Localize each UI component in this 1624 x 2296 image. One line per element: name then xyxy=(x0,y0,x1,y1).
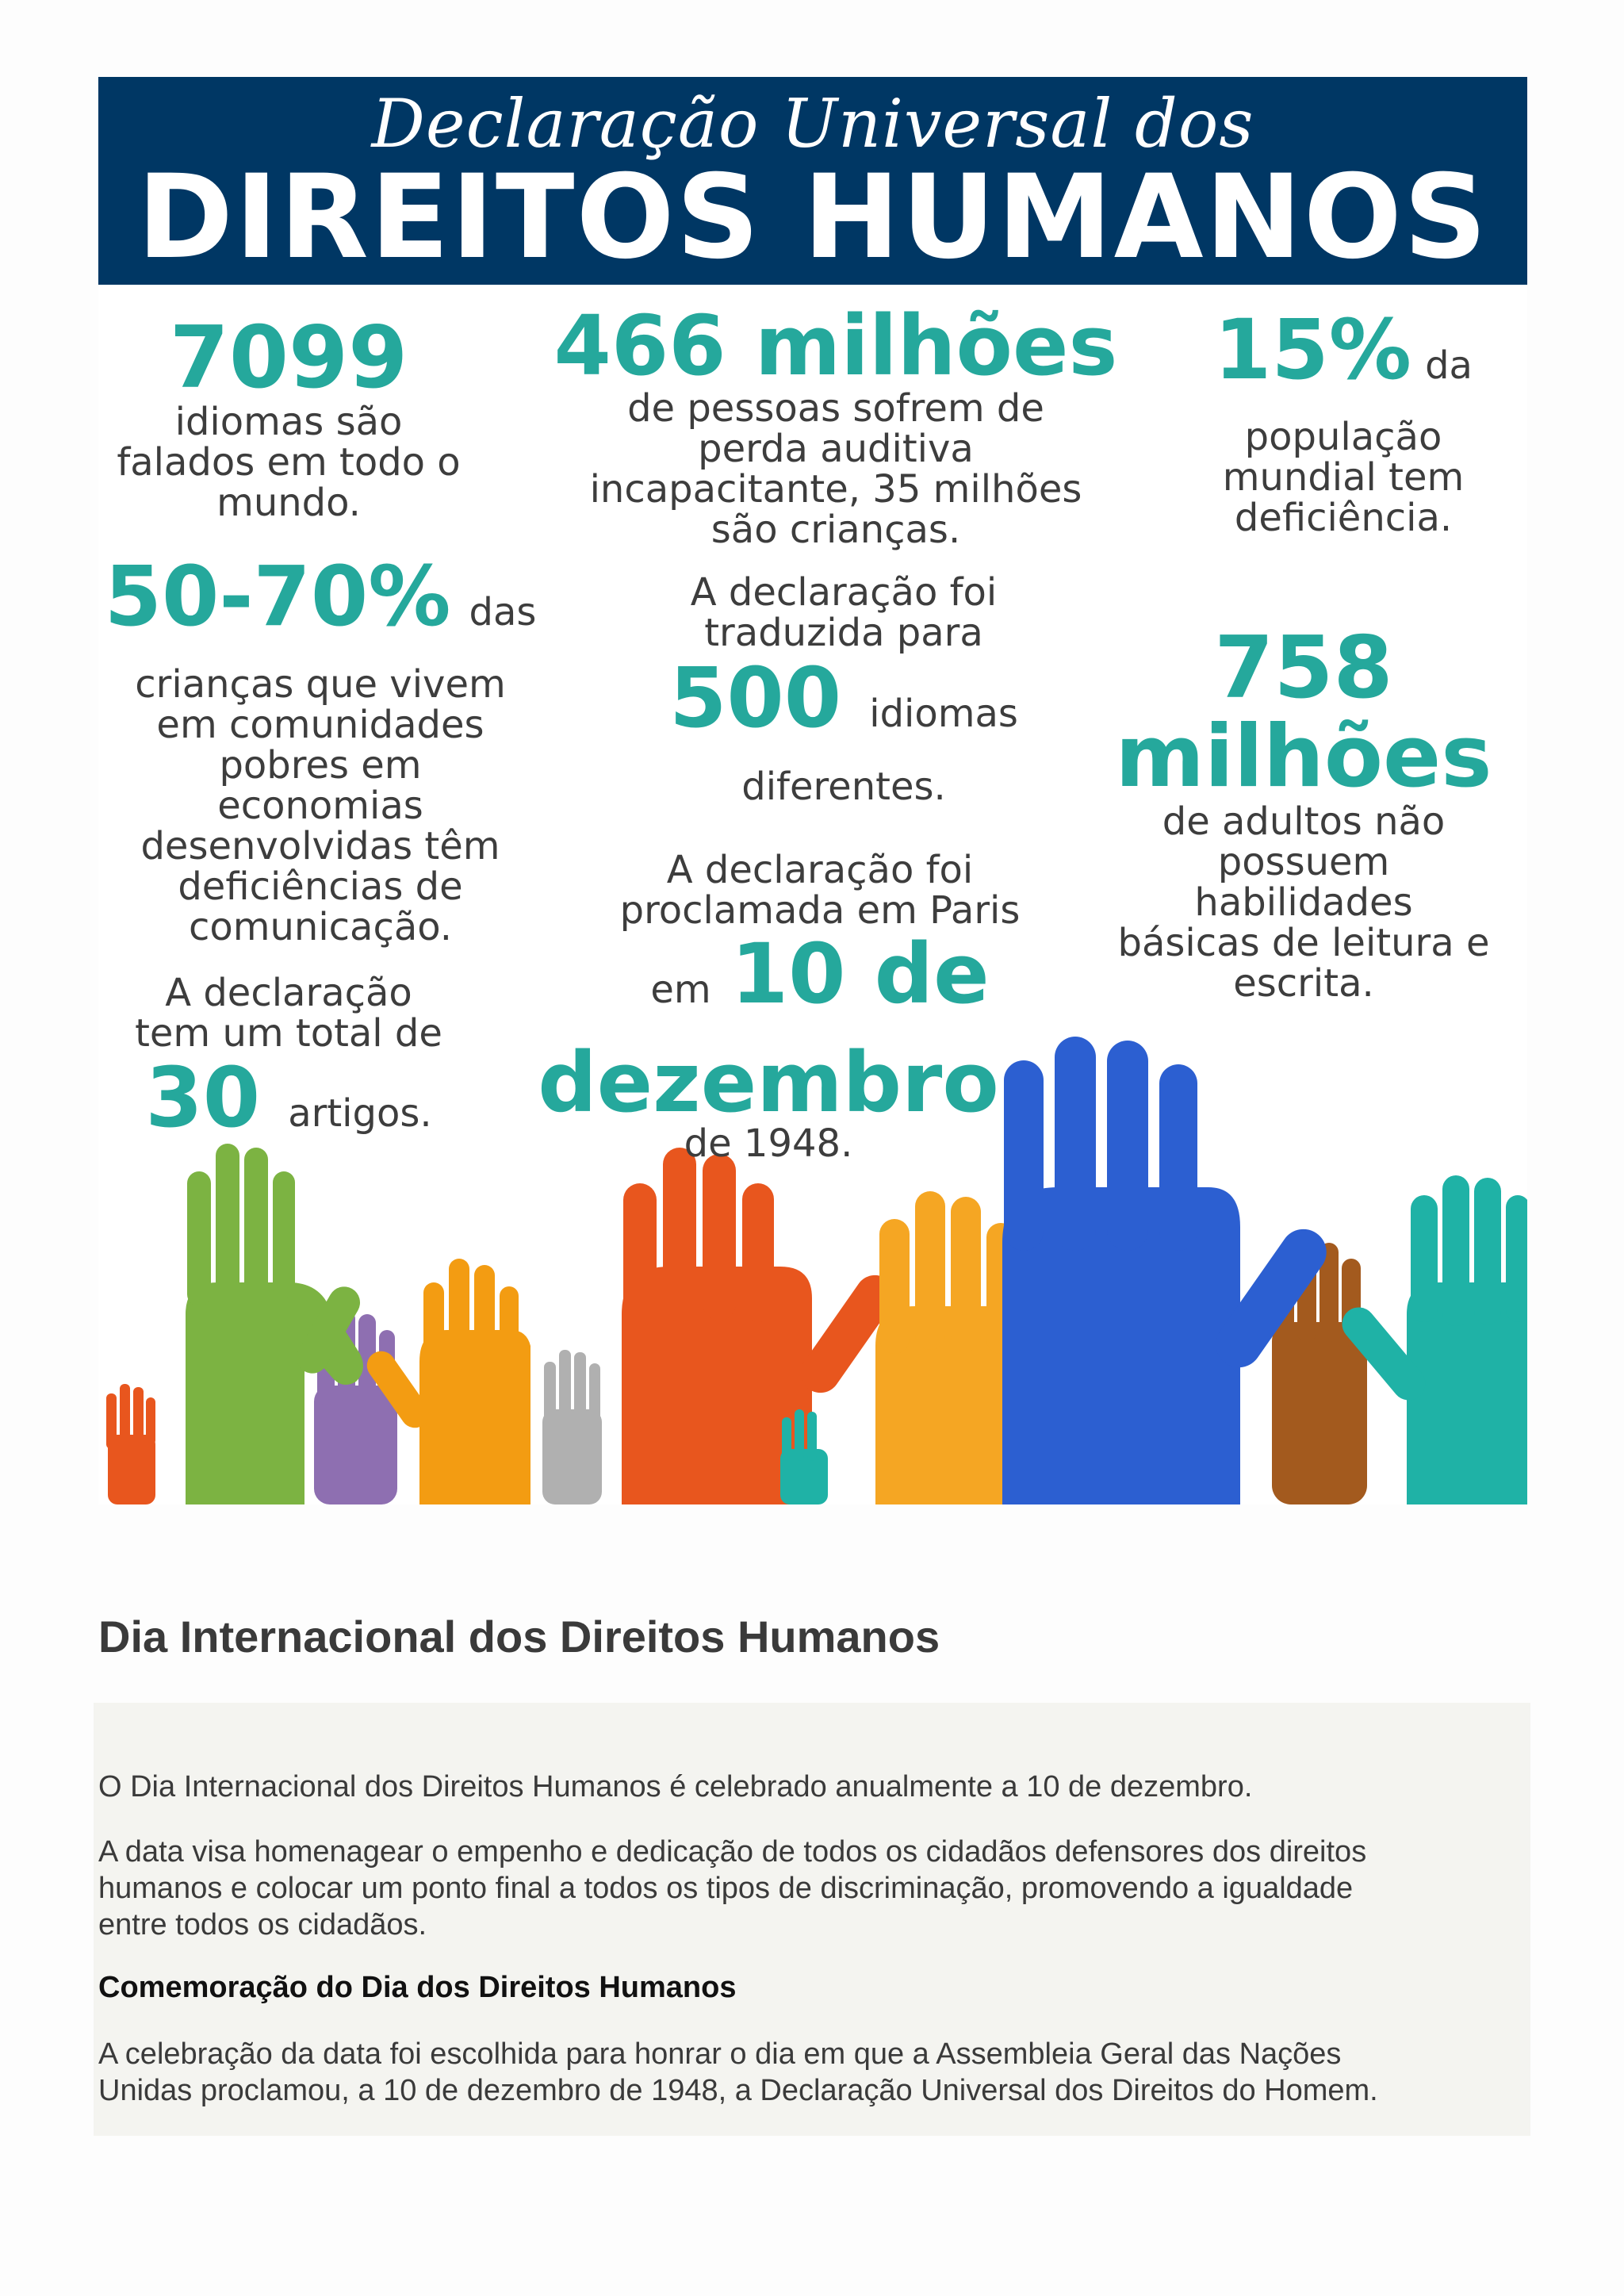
fact-articles-suffix: artigos. xyxy=(288,1091,432,1136)
fact-translated xyxy=(622,570,1066,809)
fact-disability xyxy=(1185,301,1502,540)
article-paragraph-2 xyxy=(98,1834,1527,1943)
fact-hearing-line1: de pessoas sofrem de xyxy=(627,386,1044,431)
fact-languages-line3: mundo. xyxy=(216,481,361,525)
article-paragraph-2-line2: humanos e colocar um ponto final a todos os tipos de discriminação, promovendo a igualdade xyxy=(98,1872,1354,1905)
fact-adults-line5: escrita. xyxy=(1233,961,1374,1006)
fact-disability-line2: mundial tem xyxy=(1222,455,1465,500)
fact-disability-heading xyxy=(1185,301,1502,417)
article-paragraph-2-line3: entre todos os cidadãos. xyxy=(98,1908,427,1941)
fact-proclaimed-pre2: proclamada em Paris xyxy=(619,888,1021,933)
fact-translated-heading xyxy=(622,650,1066,767)
fact-adults-line3: habilidades xyxy=(1194,880,1413,925)
fact-children-number: 50-70% xyxy=(104,548,451,645)
fact-translated-number: 500 xyxy=(669,650,842,746)
fact-adults-number-line2: milhões xyxy=(1115,707,1492,807)
fact-proclaimed-pre1: A declaração foi xyxy=(666,848,974,892)
fact-children-line7: comunicação. xyxy=(188,905,453,949)
article-paragraph-2-line1: A data visa homenagear o empenho e dedicação de todos os cidadãos defensores dos direitos xyxy=(98,1835,1367,1869)
fact-articles-number: 30 xyxy=(145,1049,261,1146)
hand-red-large-icon xyxy=(622,1148,902,1504)
fact-children-line5: desenvolvidas têm xyxy=(140,824,500,868)
article-paragraph-3-line2: Unidas proclamou, a 10 de dezembro de 1948, a Declaração Universal dos Direitos do Homem. xyxy=(98,2074,1378,2107)
fact-adults xyxy=(1090,619,1518,1006)
article-paragraph-1: O Dia Internacional dos Direitos Humanos é celebrado anualmente a 10 de dezembro. xyxy=(98,1770,1253,1803)
fact-proclaimed-number-line1: 10 de xyxy=(730,926,990,1022)
hand-small-teal-icon xyxy=(780,1409,828,1504)
fact-disability-line3: deficiência. xyxy=(1234,496,1453,540)
fact-children-line1: crianças que vivem xyxy=(135,662,506,707)
fact-languages-line1: idiomas são xyxy=(174,400,403,444)
fact-adults-number-line1: 758 xyxy=(1214,619,1393,718)
fact-translated-post: diferentes. xyxy=(741,765,946,809)
fact-proclaimed-post: de 1948. xyxy=(684,1121,853,1166)
fact-children-line6: deficiências de xyxy=(178,864,463,909)
fact-children xyxy=(98,548,542,949)
fact-languages-number: 7099 xyxy=(169,309,408,408)
article-paragraph-3 xyxy=(98,2036,1527,2109)
fact-children-heading xyxy=(98,548,542,665)
fact-children-line3: pobres em xyxy=(219,743,422,788)
fact-articles-pre2: tem um total de xyxy=(135,1011,442,1056)
fact-translated-suffix: idiomas xyxy=(869,692,1018,736)
article-title: Dia Internacional dos Direitos Humanos xyxy=(98,1612,940,1662)
fact-translated-pre1: A declaração foi xyxy=(690,570,998,615)
hand-small-red-icon xyxy=(106,1384,155,1504)
fact-hearing-line2: perda auditiva xyxy=(698,427,974,471)
fact-children-line4: economias xyxy=(217,784,423,828)
fact-articles xyxy=(114,973,463,1166)
fact-proclaimed-heading xyxy=(542,926,1097,1041)
fact-hearing xyxy=(542,297,1129,552)
fact-adults-line1: de adultos não xyxy=(1162,799,1446,844)
fact-proclaimed-number-line2: dezembro xyxy=(538,1034,999,1131)
fact-adults-line4: básicas de leitura e xyxy=(1117,921,1490,965)
banner-title: DIREITOS HUMANOS xyxy=(136,150,1489,285)
fact-disability-suffix: da xyxy=(1425,343,1473,388)
article-paragraph-3-line1: A celebração da data foi escolhida para honrar o dia em que a Assembleia Geral das Nações xyxy=(98,2037,1342,2071)
fact-children-line2: em comunidades xyxy=(156,703,485,747)
banner-script-line: Declaração Universal dos xyxy=(371,85,1254,163)
fact-translated-pre2: traduzida para xyxy=(704,611,983,655)
fact-hearing-line4: são crianças. xyxy=(710,508,961,552)
fact-adults-line2: possuem xyxy=(1217,840,1390,884)
infographic xyxy=(98,77,1527,1504)
fact-disability-number: 15% xyxy=(1214,301,1411,398)
fact-languages-line2: falados em todo o xyxy=(117,440,461,485)
fact-hearing-number: 466 milhões xyxy=(553,297,1118,394)
fact-articles-pre1: A declaração xyxy=(165,971,412,1015)
fact-disability-line1: população xyxy=(1244,415,1442,459)
fact-hearing-line3: incapacitante, 35 milhões xyxy=(589,467,1082,512)
fact-articles-heading xyxy=(114,1049,463,1166)
fact-proclaimed-prefix: em xyxy=(650,968,711,1012)
hand-gray-icon xyxy=(542,1350,602,1504)
article-subheading: Comemoração do Dia dos Direitos Humanos xyxy=(98,1971,737,2004)
fact-languages xyxy=(106,309,471,525)
fact-proclaimed xyxy=(538,848,1097,1166)
article xyxy=(98,1610,1527,2107)
fact-children-suffix: das xyxy=(469,590,537,634)
